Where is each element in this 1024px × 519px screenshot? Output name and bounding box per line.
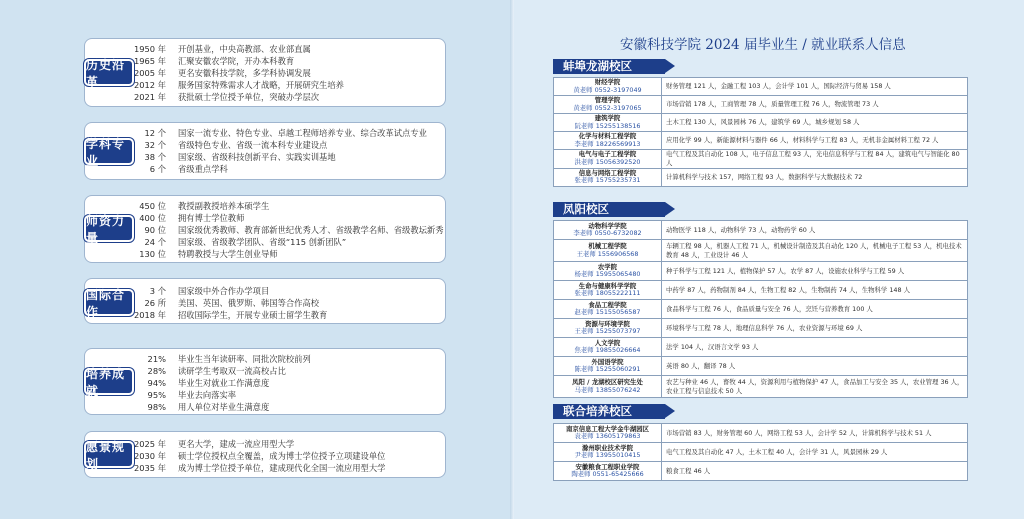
- item-text: 更名大学，建成一流应用型大学: [178, 439, 295, 449]
- item-text: 更名安徽科技学院，多学科协调发展: [178, 68, 311, 78]
- item-text: 硕士学位授权点全覆盖，成为博士学位授予立项建设单位: [178, 451, 386, 461]
- campus-label-joint: 联合培养校区: [553, 404, 665, 419]
- college-name: 农学院: [597, 262, 618, 271]
- list-item: [85, 285, 445, 297]
- college-cell: [554, 376, 662, 398]
- section-rows: [85, 438, 445, 474]
- section-history-box: [84, 38, 446, 107]
- contact-info: 焦老师 19855026664: [574, 346, 641, 354]
- list-item: [85, 79, 445, 91]
- table-row: [554, 96, 968, 114]
- college-name: 财经学院: [594, 78, 621, 86]
- list-item: [85, 365, 445, 377]
- item-number: 26 所: [144, 298, 166, 308]
- college-name: 管理学院: [594, 96, 621, 104]
- section-label-achievements: 培养成就: [84, 368, 134, 395]
- list-item: [85, 200, 445, 212]
- item-number: 450 位: [139, 201, 166, 211]
- item-number: 95%: [147, 390, 166, 400]
- section-achievements-box: [84, 348, 446, 415]
- contact-table-fengyang: [553, 220, 968, 398]
- majors-cell: 车辆工程 98 人，机器人工程 71 人，机械设计制造及其自动化 120 人，机械电子工程 53 人，机电技术教育 48 人，工业设计 46 人: [662, 240, 968, 262]
- list-item: [85, 438, 445, 450]
- majors-cell: 英语 80 人，翻译 78 人: [662, 357, 968, 376]
- section-rows: [85, 43, 445, 103]
- list-item: [85, 139, 445, 151]
- college-cell: [554, 221, 662, 240]
- college-name: 外国语学院: [591, 357, 624, 366]
- item-text: 服务国家特殊需求人才战略，开展研究生培养: [178, 80, 344, 90]
- table-row: [554, 262, 968, 281]
- item-number: 2030 年: [133, 451, 166, 461]
- item-text: 省级特色专业、省级一流本科专业建设点: [178, 140, 328, 150]
- college-cell: [554, 150, 662, 169]
- section-label-history: 历史沿革: [84, 59, 134, 86]
- college-cell: [554, 132, 662, 150]
- item-text: 汇聚安徽农学院，开办本科教育: [178, 56, 295, 66]
- college-cell: [554, 281, 662, 300]
- college-name: 机械工程学院: [588, 242, 627, 250]
- college-name: 滁州职业技术学院: [581, 443, 634, 452]
- majors-cell: 种子科学与工程 121 人，植物保护 57 人，农学 87 人，设施农业科学与工程 59 人: [662, 262, 968, 281]
- college-cell: [554, 319, 662, 338]
- item-text: 获批硕士学位授予单位，突破办学层次: [178, 92, 320, 102]
- item-number: 2021 年: [133, 92, 166, 102]
- section-rows: [85, 127, 445, 175]
- majors-cell: 财务管理 121 人，金融工程 103 人，会计学 101 人，国际经济与贸易 158 人: [662, 78, 968, 96]
- section-label-vision: 愿景规划: [84, 441, 134, 468]
- item-number: 1950 年: [133, 44, 166, 54]
- majors-cell: 中药学 87 人，药物制剂 84 人，生物工程 82 人，生物制药 74 人，生物科学 148 人: [662, 281, 968, 300]
- section-label-faculty: 师资力量: [84, 215, 134, 242]
- item-text: 国家级优秀教师、教育部新世纪优秀人才、省级教学名师、省级教坛新秀: [178, 225, 444, 235]
- item-number: 6 个: [149, 164, 166, 174]
- list-item: [85, 248, 445, 260]
- college-name: 人文学院: [594, 338, 621, 347]
- majors-cell: 环境科学与工程 78 人，地理信息科学 76 人，农业资源与环境 69 人: [662, 319, 968, 338]
- table-row: [554, 78, 968, 96]
- contact-info: 马老师 13855076242: [574, 385, 641, 394]
- item-number: 24 个: [144, 237, 166, 247]
- list-item: [85, 450, 445, 462]
- list-item: [85, 297, 445, 309]
- item-text: 国家一流专业、特色专业、卓越工程师培养专业、综合改革试点专业: [178, 128, 427, 138]
- campus-label-longhu: 蚌埠龙湖校区: [553, 59, 665, 74]
- table-row: [554, 240, 968, 262]
- contact-info: 陶老师 0551-65425666: [571, 470, 644, 478]
- majors-cell: 应用化学 99 人，新能源材料与器件 66 人，材料科学与工程 83 人，无机非金属材料工程 72 人: [662, 132, 968, 150]
- list-item: [85, 163, 445, 175]
- majors-cell: 电气工程及其自动化 47 人，土木工程 40 人，会计学 31 人，风景园林 29 人: [662, 443, 968, 462]
- contact-info: 张老师 18055222111: [574, 289, 641, 297]
- list-item: [85, 91, 445, 103]
- item-text: 毕业去向落实率: [178, 390, 237, 400]
- table-row: [554, 462, 968, 481]
- contact-info: 王老师 1556906568: [576, 249, 639, 258]
- contact-info: 李老师 0550-6732082: [573, 229, 642, 237]
- college-cell: [554, 114, 662, 132]
- list-item: [85, 67, 445, 79]
- college-cell: [554, 462, 662, 481]
- item-text: 美国、英国、俄罗斯、韩国等合作高校: [178, 298, 320, 308]
- college-cell: [554, 357, 662, 376]
- college-name: 安徽粮食工程职业学院: [575, 462, 640, 471]
- section-rows: [85, 285, 445, 321]
- item-text: 教授副教授培养本硕学生: [178, 201, 270, 211]
- list-item: [85, 462, 445, 474]
- item-number: 2012 年: [133, 80, 166, 90]
- college-cell: [554, 262, 662, 281]
- table-row: [554, 168, 968, 186]
- item-number: 2018 年: [133, 310, 166, 320]
- college-name: 凤阳 / 龙湖校区研究生处: [572, 378, 643, 386]
- table-row: [554, 319, 968, 338]
- contact-info: 袁老师 13605179863: [574, 432, 641, 440]
- contact-table-joint: [553, 423, 968, 481]
- section-disciplines-box: [84, 122, 446, 180]
- table-row: [554, 338, 968, 357]
- list-item: [85, 224, 445, 236]
- item-number: 28%: [147, 366, 166, 376]
- majors-cell: 动物医学 118 人，动物科学 73 人，动物药学 60 人: [662, 221, 968, 240]
- contact-info: 李老师 18226569913: [574, 139, 641, 148]
- college-cell: [554, 424, 662, 443]
- list-item: [85, 151, 445, 163]
- table-row: [554, 424, 968, 443]
- item-number: 12 个: [144, 128, 166, 138]
- majors-cell: 土木工程 130 人，风景园林 76 人，建筑学 69 人，城乡规划 58 人: [662, 114, 968, 132]
- table-row: [554, 281, 968, 300]
- section-rows: [85, 353, 445, 413]
- page-fold: [510, 0, 514, 519]
- table-row: [554, 114, 968, 132]
- table-row: [554, 443, 968, 462]
- section-international-box: [84, 278, 446, 324]
- item-text: 招收国际学生，开展专业硕士留学生教育: [178, 310, 328, 320]
- section-label-international: 国际合作: [84, 289, 134, 316]
- contact-info: 尹老师 13955010415: [574, 451, 641, 459]
- college-name: 食品工程学院: [588, 300, 627, 309]
- list-item: [85, 127, 445, 139]
- item-number: 2005 年: [133, 68, 166, 78]
- item-text: 国家级中外合作办学项目: [178, 286, 270, 296]
- list-item: [85, 212, 445, 224]
- list-item: [85, 389, 445, 401]
- item-text: 毕业生当年读研率、同批次院校前列: [178, 354, 311, 364]
- list-item: [85, 55, 445, 67]
- table-row: [554, 132, 968, 150]
- item-text: 特聘教授与大学生创业导师: [178, 249, 278, 259]
- table-row: [554, 376, 968, 398]
- college-name: 建筑学院: [594, 114, 621, 122]
- majors-cell: 粮食工程 46 人: [662, 462, 968, 481]
- item-number: 130 位: [139, 249, 166, 259]
- item-number: 2025 年: [133, 439, 166, 449]
- item-text: 拥有博士学位教师: [178, 213, 245, 223]
- majors-cell: 农艺与种业 46 人，畜牧 44 人，资源利用与植物保护 47 人，食品加工与安全 35 人，农业管理 36 人，农业工程与信息技术 50 人: [662, 376, 968, 398]
- college-name: 电气与电子工程学院: [578, 150, 637, 159]
- contact-info: 洪老师 15056392520: [574, 157, 641, 166]
- college-name: 南京信息工程大学金牛湖园区: [565, 424, 650, 433]
- item-number: 98%: [147, 402, 166, 412]
- item-number: 1965 年: [133, 56, 166, 66]
- item-number: 38 个: [144, 152, 166, 162]
- campus-label-fengyang: 凤阳校区: [553, 202, 665, 217]
- contact-info: 黄老师 0552-3197065: [573, 103, 642, 112]
- college-cell: [554, 240, 662, 262]
- college-name: 动物科学学院: [588, 221, 627, 230]
- contact-info: 黄老师 0552-3197049: [573, 85, 642, 94]
- item-number: 2035 年: [133, 463, 166, 473]
- college-name: 生命与健康科学学院: [578, 281, 637, 290]
- table-row: [554, 357, 968, 376]
- item-number: 32 个: [144, 140, 166, 150]
- majors-cell: 法学 104 人，汉语言文学 93 人: [662, 338, 968, 357]
- item-text: 开创基业，中央高教部、农业部直属: [178, 44, 311, 54]
- contact-info: 陈老师 15255060291: [574, 365, 641, 373]
- list-item: [85, 43, 445, 55]
- item-text: 省级重点学科: [178, 164, 228, 174]
- contact-info: 张老师 15755235731: [574, 176, 641, 185]
- college-cell: [554, 300, 662, 319]
- college-name: 资源与环境学院: [585, 319, 630, 328]
- majors-cell: 电气工程及其自动化 108 人，电子信息工程 93 人，光电信息科学与工程 84 人，建筑电气与智能化 80 人: [662, 150, 968, 169]
- list-item: [85, 401, 445, 413]
- item-text: 读研学生考取双一流高校占比: [178, 366, 286, 376]
- college-cell: [554, 338, 662, 357]
- contact-info: 阮老师 15255138516: [574, 121, 641, 130]
- item-text: 成为博士学位授予单位，建成现代化全国一流应用型大学: [178, 463, 386, 473]
- list-item: [85, 309, 445, 321]
- college-cell: [554, 78, 662, 96]
- list-item: [85, 377, 445, 389]
- item-number: 94%: [147, 378, 166, 388]
- table-row: [554, 150, 968, 169]
- section-label-disciplines: 学科专业: [84, 138, 134, 165]
- contact-info: 赵老师 15155056587: [574, 308, 641, 316]
- page-title: 安徽科技学院 2024 届毕业生 / 就业联系人信息: [620, 37, 906, 53]
- item-number: 3 个: [149, 286, 166, 296]
- majors-cell: 食品科学与工程 76 人，食品质量与安全 76 人，烹饪与营养教育 100 人: [662, 300, 968, 319]
- college-name: 信息与网络工程学院: [578, 168, 637, 177]
- college-cell: [554, 168, 662, 186]
- majors-cell: 市场营销 83 人，财务管理 60 人，网络工程 53 人，会计学 52 人，计算机科学与技术 51 人: [662, 424, 968, 443]
- item-number: 400 位: [139, 213, 166, 223]
- item-text: 国家级、省级科技创新平台、实践实训基地: [178, 152, 336, 162]
- contact-info: 杨老师 15955065480: [574, 270, 641, 278]
- item-number: 90 位: [144, 225, 166, 235]
- item-text: 毕业生对就业工作满意度: [178, 378, 270, 388]
- list-item: [85, 353, 445, 365]
- contact-info: 王老师 15255073797: [574, 327, 641, 335]
- section-rows: [85, 200, 445, 260]
- contact-table-longhu: [553, 77, 968, 187]
- majors-cell: 计算机科学与技术 157，网络工程 93 人，数据科学与大数据技术 72: [662, 168, 968, 186]
- majors-cell: 市场营销 178 人，工商管理 78 人，质量管理工程 76 人，物流管理 73 人: [662, 96, 968, 114]
- item-text: 用人单位对毕业生满意度: [178, 402, 270, 412]
- college-cell: [554, 96, 662, 114]
- table-row: [554, 300, 968, 319]
- section-faculty-box: [84, 195, 446, 263]
- college-name: 化学与材料工程学院: [578, 132, 637, 140]
- list-item: [85, 236, 445, 248]
- college-cell: [554, 443, 662, 462]
- table-row: [554, 221, 968, 240]
- section-vision-box: [84, 431, 446, 478]
- item-number: 21%: [147, 354, 166, 364]
- item-text: 国家级、省级教学团队、省级“115 创新团队”: [178, 237, 347, 247]
